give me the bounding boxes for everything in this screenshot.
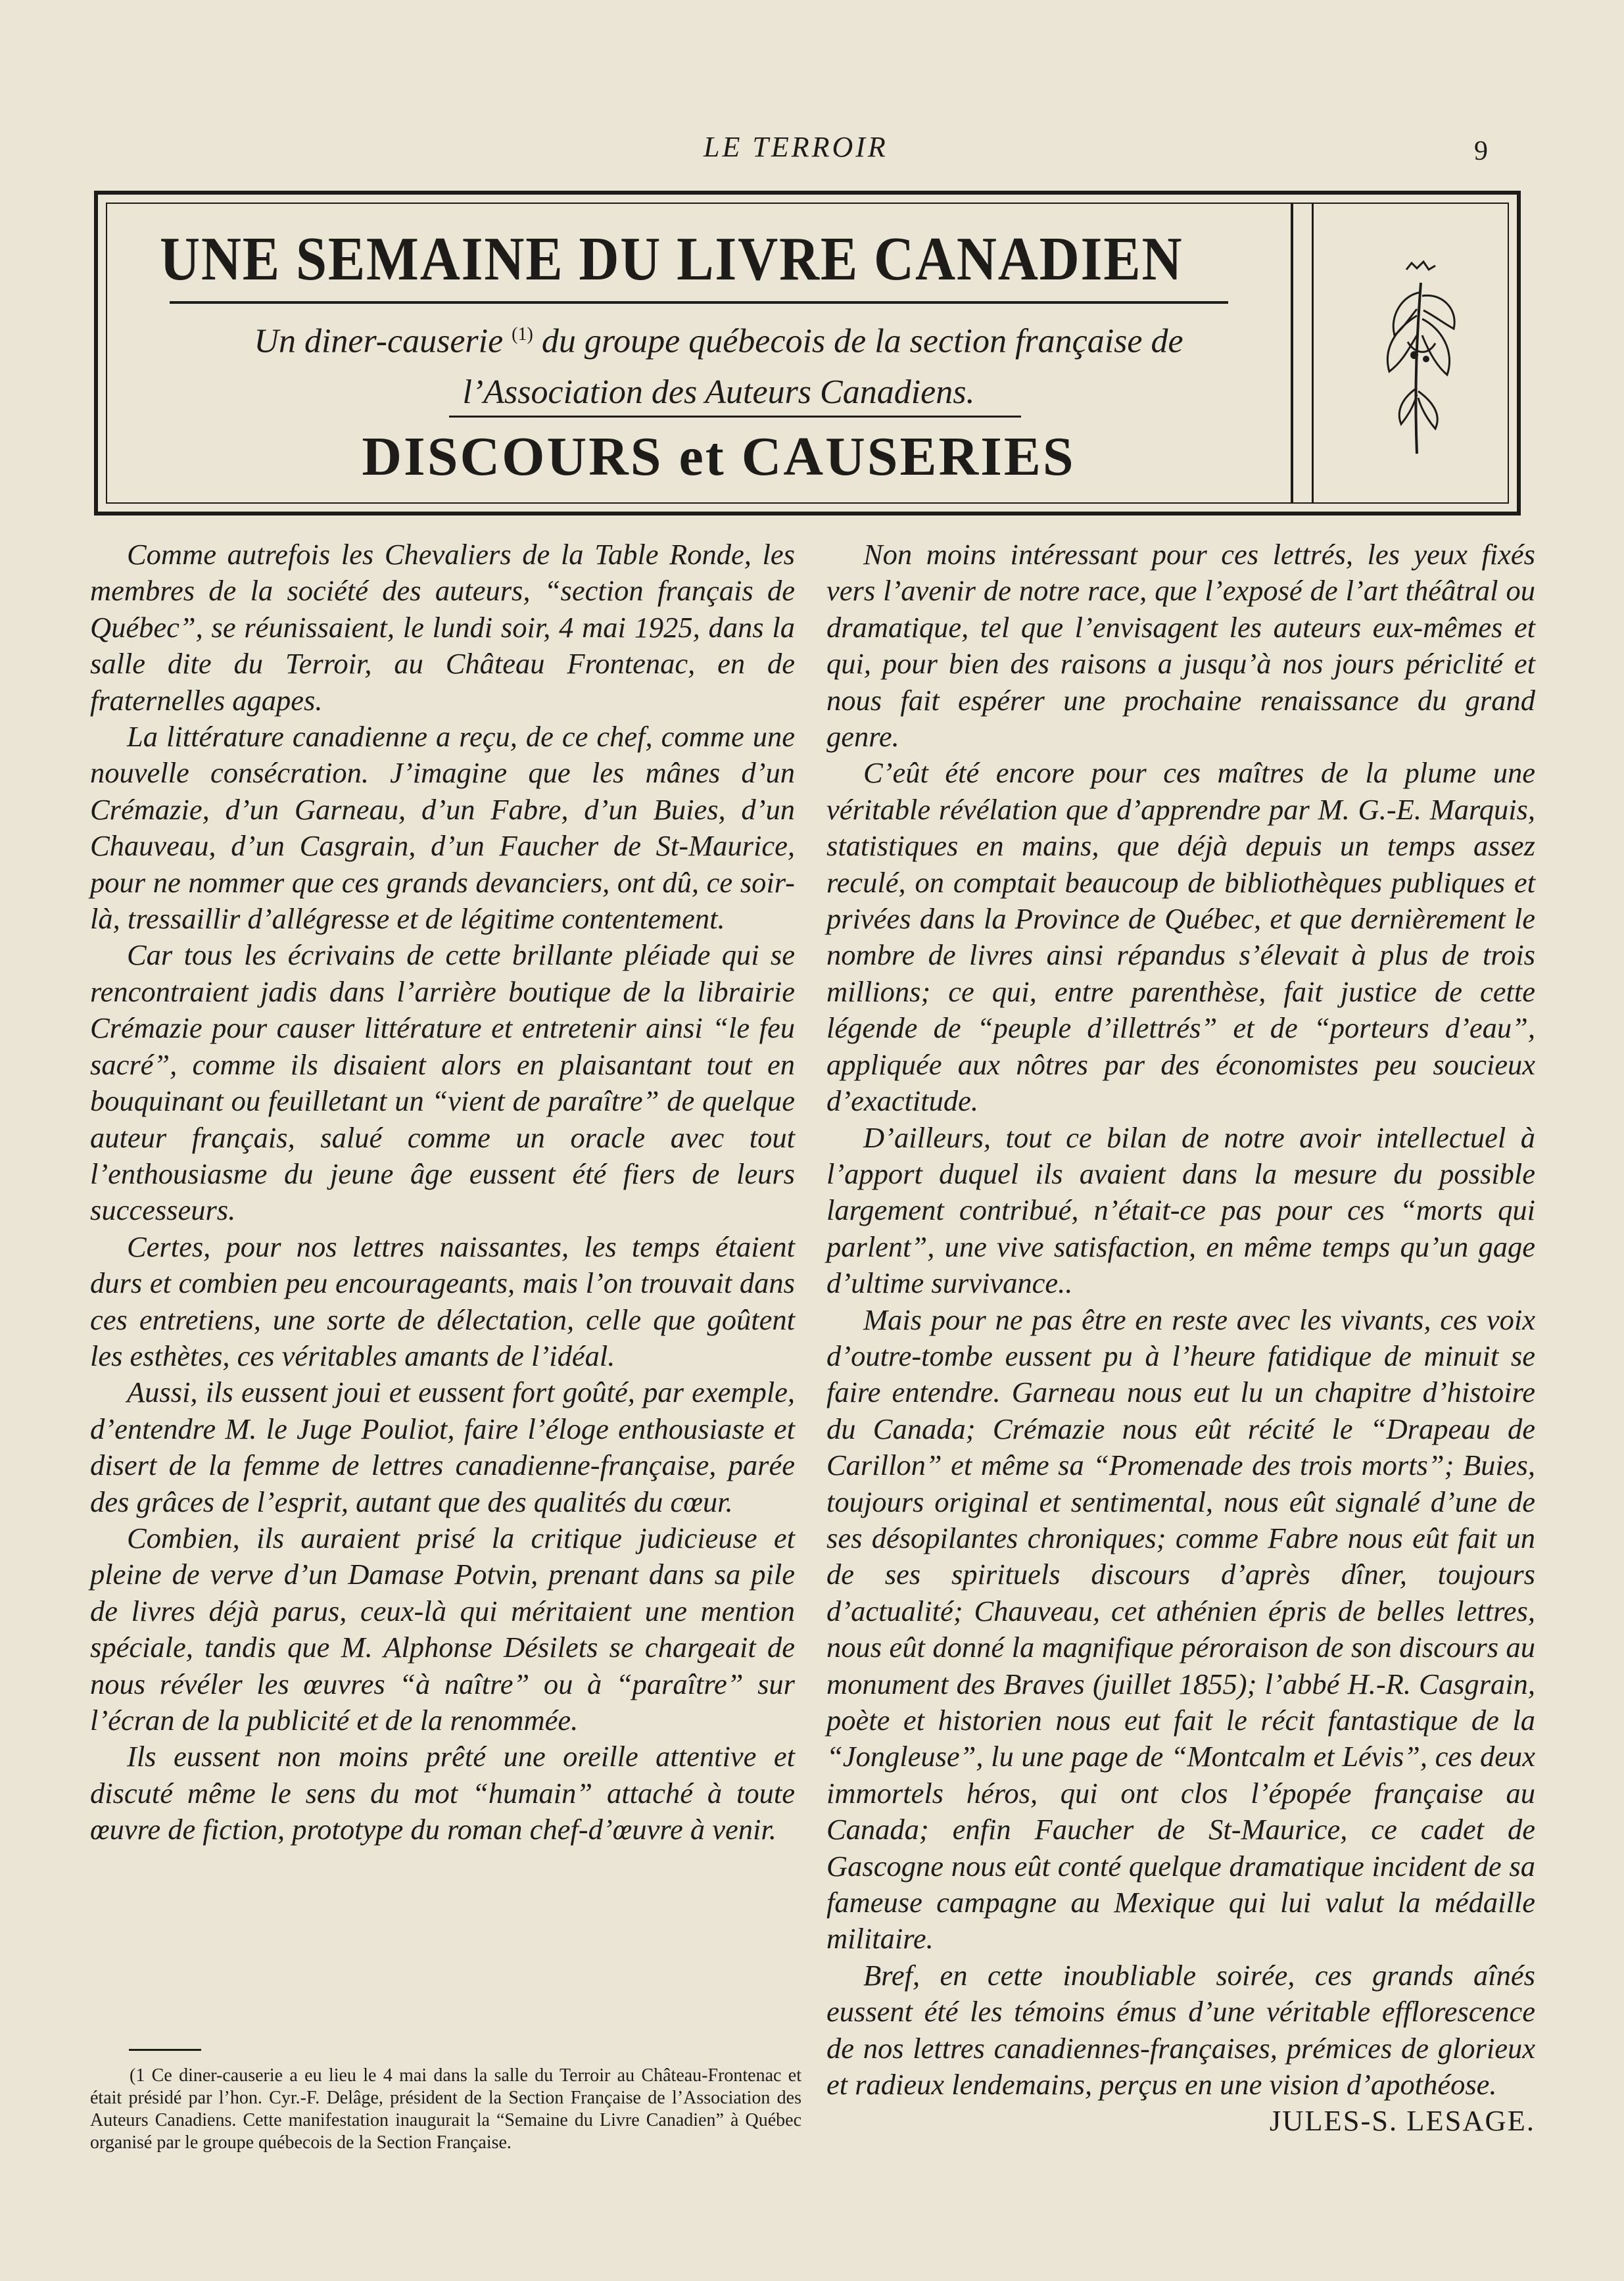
paragraph: Combien, ils auraient prisé la critique judicieuse et pleine de verve d’un Damase Potvin, prenant dans sa pile de livres déjà parus, ceux-là qui méritaient une mention spéciale, tandis que M. Alphonse Désilets se chargeait de nous révéler les œuvres “à naître” ou à “paraître” sur l’écran de la publicité et de la renommée. xyxy=(90,1521,795,1737)
footnote xyxy=(90,2065,801,2154)
banner-subtitle xyxy=(153,309,1284,418)
footnote-rule xyxy=(129,2049,201,2051)
subtitle-rule xyxy=(449,416,1021,418)
paragraph: Aussi, ils eussent joui et eussent fort goûté, par exemple, d’entendre M. le Juge Pouliot, faire l’éloge enthousiaste et disert de la femme de lettres canadienne-française, parée des grâces de l’esprit, autant que des qualités du cœur. xyxy=(90,1376,795,1518)
footnote-text: (1 Ce diner-causerie a eu lieu le 4 mai dans la salle du Terroir au Château-Frontenac et était présidé par l’hon. Cyr.-F. Delâge, président de la Section Française de l’Association des Auteurs Canadiens. Cette manifestation inaugurait la “Semaine du Livre Canadien” à Québec organisé par le groupe québecois de la Section Française. xyxy=(90,2065,801,2153)
subtitle-text-b: du groupe québecois de la section française de xyxy=(541,322,1183,360)
paragraph: Ils eussent non moins prêté une oreille attentive et discuté même le sens du mot “humain” attaché à toute œuvre de fiction, prototype du roman chef-d’œuvre à venir. xyxy=(90,1740,795,1846)
paragraph: Mais pour ne pas être en reste avec les vivants, ces voix d’outre-tombe eussent pu à l’heure fatidique de minuit se faire entendre. Garneau nous eut lu un chapitre d’histoire du Canada; Crémazie nous eût récité le “Drapeau de Carillon” et même sa “Promenade des trois morts”; Buies, toujours original et sentimental, nous eût signalé d’une de ses désopilantes chroniques; comme Fabre nous eût fait un de ses spirituels discours d’après dîner, toujours d’actualité; Chauveau, cet athénien épris de belles lettres, nous eût donné la magnifique péroraison de son discours au monument des Braves (juillet 1855); l’abbé H.-R. Casgrain, poète et historien nous eut fait le récit fantastique de la “Jongleuse”, lu une page de “Montcalm et Lévis”, ces deux immortels héros, qui ont clos l’épopée française au Canada; enfin Faucher de St-Maurice, ce cadet de Gascogne nous eût conté quelque dramatique incident de sa fameuse campagne au Mexique qui lui valut la médaille militaire. xyxy=(826,1303,1535,1956)
banner-title: UNE SEMAINE DU LIVRE CANADIEN xyxy=(160,225,1183,293)
closing-paragraph xyxy=(826,1957,1535,2138)
running-head: LE TERROIR xyxy=(704,131,888,163)
author-signature: JULES-S. LESAGE. xyxy=(1269,2104,1535,2138)
banner-divider xyxy=(1291,204,1314,502)
paragraph: C’eût été encore pour ces maîtres de la plume une véritable révélation que d’apprendre par M. G.-E. Marquis, statistiques en mains, que déjà depuis un temps assez reculé, on comptait beaucoup de bibliothèques publiques et privées dans la Province de Québec, et que dernièrement le nombre de livres ainsi répandus s’élevait à plus de trois millions; ce qui, entre parenthèse, fait justice de cette légende de “peuple d’illettrés” et de “porteurs d’eau”, appliquée aux nôtres par des économistes peu soucieux d’exactitude. xyxy=(826,756,1535,1118)
paragraph: Certes, pour nos lettres naissantes, les temps étaient durs et combien peu encourageants, mais l’on trouvait dans ces entretiens, une sorte de délectation, celle que goûtent les esthètes, ces véritables amants de l’idéal. xyxy=(90,1230,795,1372)
lily-flower-ornament-icon xyxy=(1343,256,1481,467)
paragraph: Comme autrefois les Chevaliers de la Table Ronde, les membres de la société des auteurs, “section français de Québec”, se réunissaient, le lundi soir, 4 mai 1925, dans la salle dite du Terroir, au Château Frontenac, en de fraternelles agapes. xyxy=(90,538,795,717)
left-column xyxy=(90,537,795,1848)
subtitle-text-line2: l’Association des Auteurs Canadiens. xyxy=(462,373,975,412)
title-rule xyxy=(170,301,1228,304)
title-banner xyxy=(94,191,1521,516)
page-number: 9 xyxy=(1474,136,1488,166)
right-column xyxy=(826,537,1535,2140)
paragraph: Car tous les écrivains de cette brillante pléiade qui se rencontraient jadis dans l’arrière boutique de la librairie Crémazie pour causer littérature et entretenir ainsi “le feu sacré”, comme ils disaient alors en plaisantant tout en bouquinant ou feuilletant un “vient de paraître” de quelque auteur français, salué comme un oracle avec tout l’enthousiasme du jeune âge eussent été fiers de leurs successeurs. xyxy=(90,938,795,1227)
paragraph: Non moins intéressant pour ces lettrés, les yeux fixés vers l’avenir de notre race, que l’exposé de l’art théâtral ou dramatique, tel que l’envisagent les auteurs eux-mêmes et qui, pour bien des raisons a jusqu’à nos jours périclité et nous fait espérer une prochaine renaissance du grand genre. xyxy=(826,538,1535,754)
paragraph: La littérature canadienne a reçu, de ce chef, comme une nouvelle consécration. J’imagine que les mânes d’un Crémazie, d’un Garneau, d’un Fabre, d’un Buies, d’un Chauveau, d’un Casgrain, d’un Faucher de St-Maurice, pour ne nommer que ces grands devanciers, ont dû, ce soir-là, tressaillir d’allégresse et de légitime contentement. xyxy=(90,720,795,936)
subtitle-text-a: Un diner-causerie xyxy=(254,322,504,360)
closing-text: Bref, en cette inoubliable soirée, ces grands aînés eussent été les témoins émus d’une véritable efflorescence de nos lettres canadiennes-françaises, prémices de glorieux et radieux lendemains, perçus en une vision d’apothéose. xyxy=(826,1958,1535,2101)
banner-heading: DISCOURS et CAUSERIES xyxy=(362,426,1076,487)
banner-inner-frame xyxy=(106,203,1509,504)
paragraph: D’ailleurs, tout ce bilan de notre avoir intellectuel à l’apport duquel ils avaient dans la mesure du possible largement contribué, n’était-ce pas pour ces “morts qui parlent”, une vive satisfaction, en même temps qu’un gage d’ultime survivance.. xyxy=(826,1120,1535,1300)
subtitle-footnote-marker: (1) xyxy=(512,324,533,345)
